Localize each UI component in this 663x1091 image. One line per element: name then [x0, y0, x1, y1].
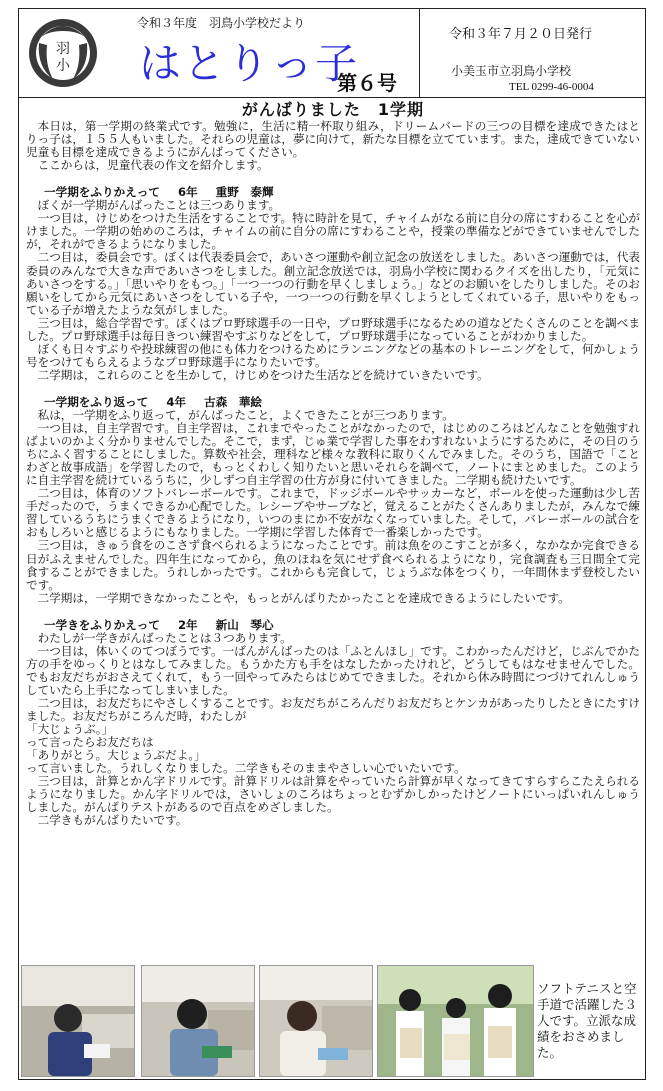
essay-paragraph: って言いました。うれしくなりました。二学きもそのままやさしい心でいたいです。	[26, 761, 466, 776]
essay-paragraph: 二学期は，これらのことを生かして，けじめをつけた生活などを続けていきたいです。	[37, 367, 489, 382]
school-tel: TEL 0299-46-0004	[509, 81, 594, 93]
essay-paragraph: 私は，一学期をふり返って，がんばったこと，よくできたことが三つあります。	[37, 407, 454, 422]
newsletter-title: はとりっ子	[139, 39, 360, 88]
photo-caption: ソフトテニスと空手道で活躍した３人です。立派な成績をおさめました。	[537, 981, 638, 1060]
essay-grade: 2年	[177, 617, 198, 632]
student-photo-3	[259, 965, 373, 1077]
essay-quote: 「ありがとう。大じょうぶだよ。」	[26, 748, 206, 763]
essay-author: 新山 琴心	[215, 617, 274, 632]
issuer-label: 令和３年度 羽鳥小学校だより	[137, 16, 306, 30]
essay-paragraph: ぼくも日々すぶりや投球練習の他にも体力をつけるためにランニングなどの基本のトレーニングをして，何かしょう号をつけてもらえるようなプロ野球選手になりたいです。	[26, 341, 640, 369]
essay-paragraph: 二学期は，一学期できなかったことや，もっとがんばりたかったことを達成できるようにしたいです。	[37, 590, 570, 605]
essay-paragraph: 二つ目は，体育のソフトバレーボールです。これまで，ドッジボールやサッカーなど，ボールを使った運動は少し苦手だったので，うまくできるか心配でした。レシーブやサーブなど，覚えることがたくさんありましたが，みんなで練習しているうちにうまくできるようになり，いつのまにか不安がなくなっていました。そして，バレーボールの試合をおもしろいと感じるようにもなりました。一学期に学習した体育で一番楽しかったです。	[26, 486, 641, 540]
student-photo-1	[21, 965, 135, 1077]
essay-paragraph: 二学きもがんばりたいです。	[37, 813, 188, 828]
essay-author: 古森 華絵	[204, 394, 263, 409]
essay-paragraph: 二つ目は，委員会です。ぼくは代表委員会で，あいさつ運動や創立記念の放送をしました。あいさつ運動では，代表委員のみんなで大きな声であいさつをしました。創立記念放送では，羽鳥小学校に関わるクイズを出したり，「元気にあいさつをする。」「思いやりをもつ。」「一つ一つの行動を早くしましょう。」などのお願いをしたりしました。そのお願いをしてから元気にあいさつをしている子や，一つ一つの行動を早くしようとしてくれている子，思いやりをもっている子が増えたような気がしました。	[26, 250, 640, 317]
essay-title: 一学期をふり返って	[44, 394, 149, 409]
essay-paragraph: って言ったらお友だちは	[26, 735, 154, 750]
essay-paragraph: 一つ目は，けじめをつけた生活をすることです。特に時計を見て，チャイムがなる前に自分の席にすわることを心がけました。一学期の始めのころは，チャイムの前に自分の席にすわることや，授業の準備などができていませんでしたが，それができるようになりました。	[26, 211, 640, 252]
essay-title: 一学期をふりかえって	[44, 185, 160, 200]
essay-grade: 6年	[177, 185, 198, 200]
masthead	[19, 9, 645, 98]
article-body	[26, 101, 640, 827]
essay-grade: 4年	[166, 394, 187, 409]
school-emblem-icon	[27, 17, 99, 89]
school-name: 小美玉市立羽鳥小学校	[451, 64, 572, 78]
essay-paragraph: 三つ目は，計算とかん字ドリルです。計算ドリルは計算をやっていたら計算が早くなってきてすらすらこたえられるようになりました。かん字ドリルでは，さいしょのころはちょっとむずかしかったけどノートにいっぱいれんしゅうしました。がんばりテストがあるので百点をめざしました。	[26, 774, 640, 815]
essay-heading	[26, 619, 640, 632]
intro-paragraph: ここからは，児童代表の作文を紹介します。	[37, 158, 269, 173]
student-photo-2	[141, 965, 255, 1077]
issue-number: 第６号	[337, 71, 397, 95]
masthead-title-block	[19, 9, 420, 97]
headline: がんばりました 1学期	[241, 100, 425, 119]
essay-paragraph: 一つ目は，自主学習です。自主学習は，これまでやったことがなかったので，はじめのころはどんなことを勉強すればよいのかよく分かりませんでした。そこで，まず，じゅ業で学習した事をわすれないようにするために，その日のうちにふく習することにしました。算数や社会，理科など様々な教科に取りくんでみました。そのうち，国語で「ことわざと故事成語」を学習したので，もっとくわしく知りたいと思いそれらを調べて，ノートにまとめました。このように自主学習を続けているうちに，少しずつ自主学習の仕方が身に付いてきました。二学期も続けたいです。	[26, 421, 640, 488]
publish-date: 令和３年７月２０日発行	[449, 27, 593, 42]
photo-strip	[19, 957, 645, 1079]
masthead-info-block	[421, 9, 645, 97]
intro-paragraph: 本日は，第一学期の終業式です。勉強に，生活に精一杯取り組み，ドリームバードの三つの目標を達成できたはとりっ子は，１５５人もいました。それらの児童は，夢に向けて，新たな目標を立てています。また，達成できていない児童も目標を達成できるようにがんばってください。	[26, 119, 640, 160]
essay-paragraph: 一つ目は，体いくのてつぼうです。一ばんがんばったのは「ふとんほし」です。こわかったんだけど，じぶんでかた方の手をゆっくりとはなしてみました。もうかた方も手をはなしたかったけれど，どうしてもはなせませんでした。でもお友だちがおさえてくれて，もう一回やってみたらはじめてできました。それから休み時間につづけてれんしゅうしていたら上手になってしまいました。	[26, 643, 641, 697]
svg-text:羽: 羽	[56, 41, 70, 57]
essay-paragraph: わたしが一学きがんばったことは３つあります。	[37, 630, 292, 645]
essay-paragraph: 二つ目は，お友だちにやさしくすることです。お友だちがころんだりお友だちとケンカがあったりしたときにたすけました。お友だちがころんだ時，わたしが	[26, 695, 640, 724]
essay-author: 重野 泰輝	[215, 185, 274, 200]
essay-paragraph: 三つ目は，総合学習です。ぼくはプロ野球選手の一日や，プロ野球選手になるための道などたくさんのことを調べました。プロ野球選手は毎日きつい練習やすぶりなどをして，プロ野球選手になっていることがわかりました。	[26, 315, 640, 343]
essay-quote: 「大じょうぶ。」	[26, 722, 114, 737]
newsletter-page	[18, 8, 646, 1080]
award-students-photo	[377, 965, 534, 1077]
essay-title: 一学きをふりかえって	[44, 617, 160, 632]
essay-paragraph: ぼくが一学期がんばったことは三つあります。	[37, 198, 281, 213]
essay-paragraph: 三つ目は，きゅう食をのこさず食べられるようになったことです。前は魚をのこすことが多く，なかなか完食できる日がふえませんでした。四年生になってから，魚のほねを気にせず食べられるようになり，完食調査も三日間全て完食することができました。うれしかったです。これからも完食して，じょうぶな体をつくり，一年間休まず登校したいです。	[26, 538, 640, 592]
svg-text:小: 小	[56, 58, 70, 74]
